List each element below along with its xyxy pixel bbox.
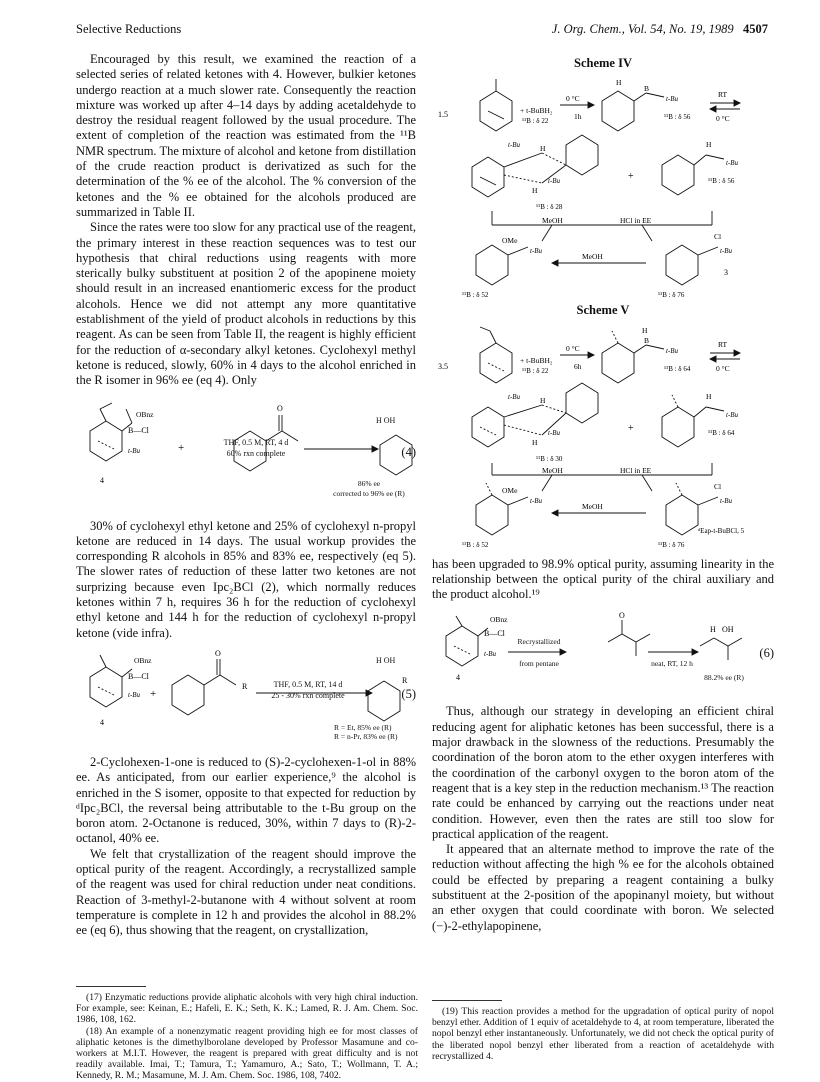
reagent-nmr: ¹¹B : δ 22 bbox=[522, 117, 549, 126]
carbonyl-o: O bbox=[215, 648, 221, 658]
rt-label: RT bbox=[718, 90, 728, 100]
plus-sign: + bbox=[178, 441, 185, 454]
tbu-label: t-Bu bbox=[666, 95, 679, 104]
coefficient: 1.5 bbox=[438, 110, 448, 120]
monomer-nmr: ¹¹B : δ 64 bbox=[708, 428, 735, 437]
h-label: H bbox=[706, 391, 712, 401]
equation-4 bbox=[76, 397, 416, 509]
carbonyl-o: O bbox=[619, 612, 625, 621]
journal-name: J. Org. Chem., Vol. 54, No. 19, 1989 bbox=[551, 22, 734, 36]
bcl-label: B—Cl bbox=[484, 629, 505, 639]
scheme-v bbox=[432, 323, 774, 549]
h-label: H bbox=[540, 144, 546, 154]
b-label: B bbox=[644, 335, 650, 345]
footnote-19: (19) This reaction provides a method for the upgradation of optical purity of nopol benzyl ether. Addition of 1 equiv of acetaldehyde to 4, at room temperature, liberated the nopol benzyl ether instantaneously. Unfortunately, we did not check the optical purity of the liberated nopol benzyl ether liberated from a reaction of acetaldehyde with recrystallized 4. bbox=[432, 1006, 774, 1062]
eq5-subconditions: 25 - 30% rxn complete bbox=[271, 690, 345, 700]
product-nmr: ¹¹B : δ 64 bbox=[664, 364, 691, 373]
methanol-label: MeOH bbox=[582, 252, 603, 262]
paragraph: Since the rates were too slow for any practical use of the reagent, the primary interest in these reaction sequences was to test our hypothesis that chiral reductions using reagents with more sterically bulky substituent at position 2 of the apopinene moiety should result in an increased enantiomeric excess for the product alcohols. Hence we did not attempt any more quantitative establishment of the yield of product alcohols in reductions by this reagent. As can be seen from Table II, the reagent is highly efficient for the reduction of α-secondary alkyl ketones. Cyclohexyl methyl ketone is reduced, slowly, 60% in 4 days to the alcohol enriched in the R isomer in 96% ee (eq 4). Only bbox=[76, 220, 416, 388]
h-label: H bbox=[532, 437, 538, 447]
footnote-17: (17) Enzymatic reductions provide aliphatic alcohols with very high chiral induction. For example, see: Keinan, E.; Hafeli, E. K.; Seth, K. K.; Lamed, R. J. Am. Chem. Soc. 1986, 108, 162. bbox=[76, 992, 418, 1026]
h-label: H bbox=[376, 655, 382, 665]
h-label: H bbox=[532, 186, 538, 196]
hcl-label: HCl in EE bbox=[620, 465, 652, 475]
rt-label: RT bbox=[718, 339, 728, 349]
chloro-label: Cl bbox=[714, 232, 722, 242]
eq4-conditions: THF, 0.5 M, RT, 4 d bbox=[223, 437, 289, 447]
paragraph: has been upgraded to 98.9% optical purity, assuming linearity in the relationship between the optical purity of the chiral auxiliary and the product alcohol.¹⁹ bbox=[432, 556, 774, 602]
tbu-label: t-Bu bbox=[726, 159, 739, 168]
reaction-time: 1h bbox=[574, 112, 582, 122]
h-label: H bbox=[642, 325, 648, 335]
paragraph: Encouraged by this result, we examined the reaction of a selected series of related ketones with 4. However, bulkier ketones undergo reaction at a much slower rate. Consequently the reaction mixture was worked up after 4–14 days by adding acetaldehyde to destroy the residual reagent followed by the usual procedure. The extent of completion of the reaction was estimated from the ¹¹B NMR spectrum. The mixture of alcohol and ketone from distillation of the crude reaction product is derivatized as such for the determination of the % ee of the alcohol. The % conversion of the ketones and the % ee obtained for the alcohols produced are summarized in Table II. bbox=[76, 52, 416, 219]
methanol-label: MeOH bbox=[542, 216, 563, 226]
h-label: H bbox=[710, 625, 716, 635]
obnz-label: OBnz bbox=[134, 655, 152, 665]
carbonyl-o: O bbox=[277, 403, 283, 413]
scheme-iv-diagram bbox=[432, 75, 774, 299]
r-group: R bbox=[402, 675, 408, 685]
eq5-conditions: THF, 0.5 M, RT, 14 d bbox=[273, 679, 343, 689]
equation-number: (5) bbox=[401, 686, 416, 701]
oh-label: OH bbox=[383, 655, 396, 665]
tbu-label: t-Bu bbox=[484, 650, 497, 659]
footnote-rule bbox=[76, 986, 146, 987]
page-number: 4507 bbox=[743, 22, 768, 36]
product-name: ᵈEap-t-BuBCl, 5 bbox=[698, 526, 745, 535]
oh-label: OH bbox=[383, 415, 396, 425]
eq5-r-et: R = Et, 85% ee (R) bbox=[334, 722, 392, 732]
zero-c-label: 0 °C bbox=[716, 363, 730, 373]
equation-number: (6) bbox=[759, 646, 774, 661]
tbu-label: t-Bu bbox=[720, 496, 733, 505]
eq6-cond-neat: neat, RT, 12 h bbox=[651, 659, 693, 669]
product-nmr: ¹¹B : δ 56 bbox=[664, 113, 691, 122]
bcl-label: B—Cl bbox=[128, 425, 149, 435]
methanol-label: MeOH bbox=[542, 465, 563, 475]
tbu-label: t-Bu bbox=[726, 410, 739, 419]
b-label: B bbox=[644, 84, 650, 94]
temperature: 0 °C bbox=[566, 343, 580, 353]
scheme-iv bbox=[432, 75, 774, 299]
left-column bbox=[76, 52, 416, 938]
obnz-label: OBnz bbox=[136, 409, 154, 419]
eq6-result: 88.2% ee (R) bbox=[704, 673, 744, 683]
tbu-label: t-Bu bbox=[128, 690, 141, 699]
reagent-number: 4 bbox=[456, 673, 460, 683]
tbu-label: t-Bu bbox=[508, 392, 521, 401]
temperature: 0 °C bbox=[566, 94, 580, 104]
monomer-nmr: ¹¹B : δ 56 bbox=[708, 177, 735, 186]
running-head: Selective Reductions bbox=[76, 22, 182, 36]
h-label: H bbox=[540, 395, 546, 405]
paragraph: Thus, although our strategy in developing an efficient chiral reducing agent for aliphatic ketones has been successful, there is a major drawback in the slowness of the reductions. Presumably the coordination of the boron atom to the ether oxygen interferes with the coordination of the carbonyl oxygen to the boron atom of the reagent that is a key step in the reduction mechanism.¹³ The reaction rate could be enhanced by carrying out the reactions under neat condition. However, even then the rates are still too slow for practical application of the reagent. bbox=[432, 704, 774, 841]
reaction-time: 6h bbox=[574, 361, 582, 371]
coefficient: 3.5 bbox=[438, 361, 448, 371]
reagent-number: 4 bbox=[100, 717, 104, 727]
tbu-label: t-Bu bbox=[666, 346, 679, 355]
paragraph: 30% of cyclohexyl ethyl ketone and 25% of cyclohexyl n-propyl ketone are reduced in 14 days. The usual workup provides the corresponding R alcohols in 85% and 83% ee, respectively (eq 5). The slower rates of reduction of these latter two ketones are not surprizing because even Ipc₂BCl (2), which normally reduces ketones within 7 h, requires 36 h for the reduction of cyclohexyl ethyl ketone and 144 h for the reduction of cyclohexyl n-propyl ketone (vide infra). bbox=[76, 518, 416, 640]
reagent-number: 4 bbox=[100, 475, 104, 485]
eq4-subconditions: 60% rxn complete bbox=[226, 448, 286, 458]
methoxy-label: OMe bbox=[502, 485, 518, 495]
right-column bbox=[432, 52, 774, 934]
dimer-nmr: ¹¹B : δ 30 bbox=[536, 454, 563, 463]
equation-5 bbox=[76, 649, 416, 745]
bcl-label: B—Cl bbox=[128, 671, 149, 681]
reagent-nmr: ¹¹B : δ 22 bbox=[522, 366, 549, 375]
chloro-nmr: ¹¹B : δ 76 bbox=[658, 291, 685, 300]
borane-reagent: + t-BuBH₂ bbox=[520, 355, 553, 365]
hcl-label: HCl in EE bbox=[620, 216, 652, 226]
eq6-cond-recrystallized: Recrystallized bbox=[517, 637, 561, 647]
oh-label: OH bbox=[722, 625, 734, 635]
eq4-corrected-ee: corrected to 96% ee (R) bbox=[333, 488, 405, 498]
eq5-r-npr: R = n-Pr, 83% ee (R) bbox=[334, 731, 398, 741]
chloro-label: Cl bbox=[714, 481, 722, 491]
methanol-label: MeOH bbox=[582, 501, 603, 511]
scheme-iv-title: Scheme IV bbox=[574, 56, 632, 70]
eq4-ee: 86% ee bbox=[357, 478, 381, 488]
footnote-rule bbox=[432, 1000, 502, 1001]
paragraph: We felt that crystallization of the reagent should improve the optical purity of the reagent. Accordingly, a recrystallized sample of the reagent was used for chiral reduction under neat conditions. Reaction of 3-methyl-2-butanone with 4 without solvent at room temperature is complete in 12 h and provides the alcohol in 88.2% ee (eq 6), thus showing that the reagent, on crystallization, bbox=[76, 846, 416, 938]
eq6-cond-pentane: from pentane bbox=[519, 659, 559, 669]
methoxy-nmr: ¹¹B : δ 52 bbox=[462, 540, 489, 549]
zero-c-label: 0 °C bbox=[716, 114, 730, 124]
journal-citation bbox=[552, 22, 768, 37]
scheme-v-title: Scheme V bbox=[576, 303, 630, 318]
r-group: R bbox=[242, 681, 248, 691]
plus-sign: + bbox=[628, 422, 634, 434]
tbu-label: t-Bu bbox=[508, 141, 521, 150]
h-label: H bbox=[376, 415, 382, 425]
chloro-nmr: ¹¹B : δ 76 bbox=[658, 540, 685, 549]
tbu-label: t-Bu bbox=[128, 446, 141, 455]
plus-sign: + bbox=[628, 171, 634, 183]
tbu-label: t-Bu bbox=[530, 247, 543, 256]
tbu-label: t-Bu bbox=[548, 428, 561, 437]
tbu-label: t-Bu bbox=[530, 496, 543, 505]
footnote-18: (18) An example of a nonenzymatic reagent providing high ee for most classes of aliphatic ketones is the dimethylborolane developed by Professor Masamune and co-workers at M.I.T. However, the reagent is prepared with great difficulty and is not readily available. Imai, T.; Tamura, T.; Yamamuro, A.; Sato, T.; Wollmann, T. A.; Kennedy, R. M.; Masamune, M. J. Am. Chem. Soc. 1986, 108, 7402. bbox=[76, 1025, 418, 1082]
dimer-nmr: ¹¹B : δ 28 bbox=[536, 203, 563, 212]
h-label: H bbox=[706, 140, 712, 150]
equation-6 bbox=[432, 612, 774, 694]
footnotes-left bbox=[76, 986, 418, 1082]
scheme-v-diagram bbox=[432, 323, 774, 549]
paragraph: It appeared that an alternate method to improve the rate of the reduction without affecting the high % ee for the alcohols obtained could be effected by preparing a reagent containing a bulky substituent at the 2-position of the apopinanyl moiety, but without an ether oxygen that could coordinate with boron. We selected (−)-2-ethylapopinene, bbox=[432, 842, 774, 933]
methoxy-nmr: ¹¹B : δ 52 bbox=[462, 291, 489, 300]
borane-reagent: + t-BuBH₂ bbox=[520, 106, 553, 116]
tbu-label: t-Bu bbox=[720, 247, 733, 256]
footnotes-right bbox=[432, 1000, 774, 1062]
h-label: H bbox=[616, 78, 622, 88]
paragraph: 2-Cyclohexen-1-one is reduced to (S)-2-cyclohexen-1-ol in 88% ee. As anticipated, from our earlier experience,⁹ the alcohol is enriched in the S isomer, opposite to that expected for reduction by ᵈIpc₂BCl, the reversal being attributable to the t-Bu group on the boron atom. 2-Octanone is reduced, 30%, within 7 days to (R)-2-octanol, 40% ee. bbox=[76, 754, 416, 846]
obnz-label: OBnz bbox=[490, 615, 508, 625]
plus-sign: + bbox=[150, 687, 157, 700]
equation-number: (4) bbox=[401, 444, 416, 459]
methoxy-label: OMe bbox=[502, 236, 518, 246]
compound-number: 3 bbox=[724, 268, 728, 278]
tbu-label: t-Bu bbox=[548, 177, 561, 186]
